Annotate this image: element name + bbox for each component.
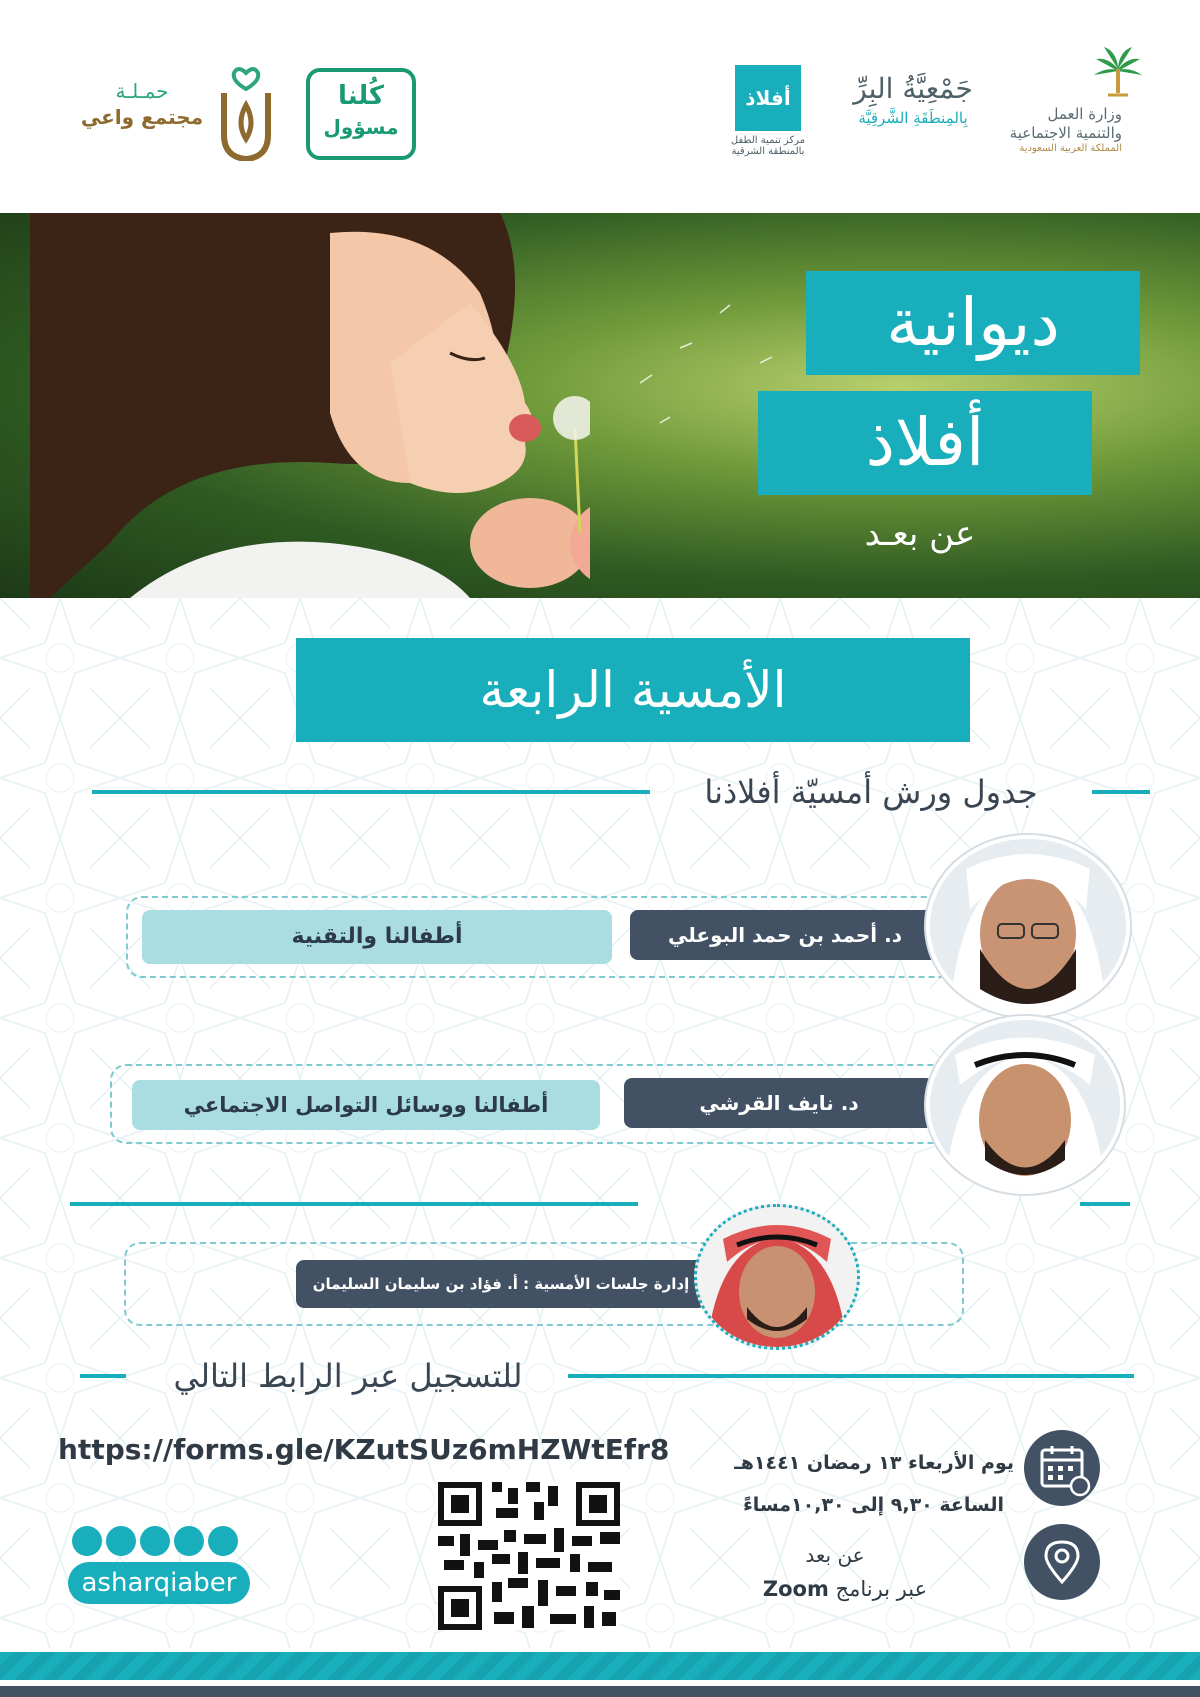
hero-banner (0, 213, 1200, 598)
speaker-1-topic: أطفالنا والتقنية (142, 910, 612, 964)
instagram-icon[interactable] (140, 1526, 170, 1556)
palm-emblem-icon (1090, 45, 1146, 101)
event-platform-line (720, 1572, 970, 1606)
moderator-rule-left (70, 1202, 638, 1206)
hero-title-line2: أفلاذ (758, 391, 1092, 495)
kulluna-line2: مسؤول (323, 115, 399, 139)
ministry-country: المملكة العربية السعودية (1019, 142, 1122, 154)
speaker-2-topic: أطفالنا ووسائل التواصل الاجتماعي (132, 1080, 600, 1130)
speaker-2-name: د. نايف القرشي (624, 1078, 934, 1128)
ministry-logo (995, 45, 1150, 165)
campaign-line2: مجتمع واعي (80, 105, 204, 129)
heart-drop-emblem-icon (220, 65, 272, 161)
event-time: الساعة ٩,٣٠ إلى ١٠,٣٠مساءً (743, 1494, 1004, 1516)
schedule-heading: جدول ورش أمسيّة أفلاذنا (704, 773, 1038, 811)
event-mode: عن بعد (805, 1543, 865, 1567)
schedule-heading-rule-right (1092, 790, 1150, 794)
afladh-center-line2: بالمنطقة الشرقية (731, 146, 805, 157)
albirr-name: جَمْعِيَّةُ البِرِّ (853, 72, 973, 105)
location-pin-icon (1024, 1524, 1100, 1600)
twitter-icon[interactable] (72, 1526, 102, 1556)
session-banner: الأمسية الرابعة (296, 638, 970, 742)
kulluna-masool-logo (306, 68, 416, 160)
event-platform-name: Zoom (762, 1577, 829, 1601)
hero-title-line1: ديوانية (806, 271, 1140, 375)
speaker-1-name: د. أحمد بن حمد البوعلي (630, 910, 940, 960)
social-handle[interactable]: asharqiaber (68, 1562, 250, 1604)
campaign-line1: حمـلـة (115, 79, 169, 103)
afladh-center-logo (718, 65, 818, 175)
schedule-heading-rule-left (92, 790, 650, 794)
qr-code[interactable] (438, 1482, 620, 1630)
footer-stripe-teal (0, 1652, 1200, 1680)
speaker-1-photo (926, 835, 1130, 1017)
footer-stripe-slate (0, 1686, 1200, 1697)
campaign-logo (72, 65, 272, 165)
albirr-region: بِالمِنطَقَةِ الشَّرقِيَّة (858, 109, 968, 127)
hero-subtitle: عن بعـد (864, 514, 976, 554)
register-link[interactable]: https://forms.gle/KZutSUz6mHZWtEfr8 (58, 1433, 670, 1466)
afladh-mark: أفلاذ (735, 65, 801, 131)
albirr-logo (828, 72, 998, 162)
facebook-icon[interactable] (106, 1526, 136, 1556)
calendar-icon (1024, 1430, 1100, 1506)
speaker-2-photo (926, 1016, 1124, 1194)
ministry-name-line2: والتنمية الاجتماعية (1009, 123, 1122, 142)
afladh-center-line1: مركز تنمية الطفل (730, 135, 806, 146)
moderator-label: إدارة جلسات الأمسية : أ. فؤاد بن سليمان السليمان (296, 1260, 706, 1308)
register-rule-left (568, 1374, 1134, 1378)
ministry-name-line1: وزارة العمل (1047, 105, 1122, 123)
register-heading: للتسجيل عبر الرابط التالي (173, 1357, 523, 1395)
girl-blowing-dandelion-photo (30, 213, 590, 598)
moderator-photo (694, 1204, 860, 1350)
moderator-rule-right (1080, 1202, 1130, 1206)
kulluna-line1: كُلنا (337, 81, 385, 111)
social-icons (68, 1526, 258, 1560)
snapchat-icon[interactable] (208, 1526, 238, 1556)
event-date: يوم الأربعاء ١٣ رمضان ١٤٤١هـ (734, 1452, 1014, 1474)
youtube-icon[interactable] (174, 1526, 204, 1556)
event-platform-prefix: عبر برنامج (835, 1577, 928, 1601)
register-rule-right (80, 1374, 126, 1378)
